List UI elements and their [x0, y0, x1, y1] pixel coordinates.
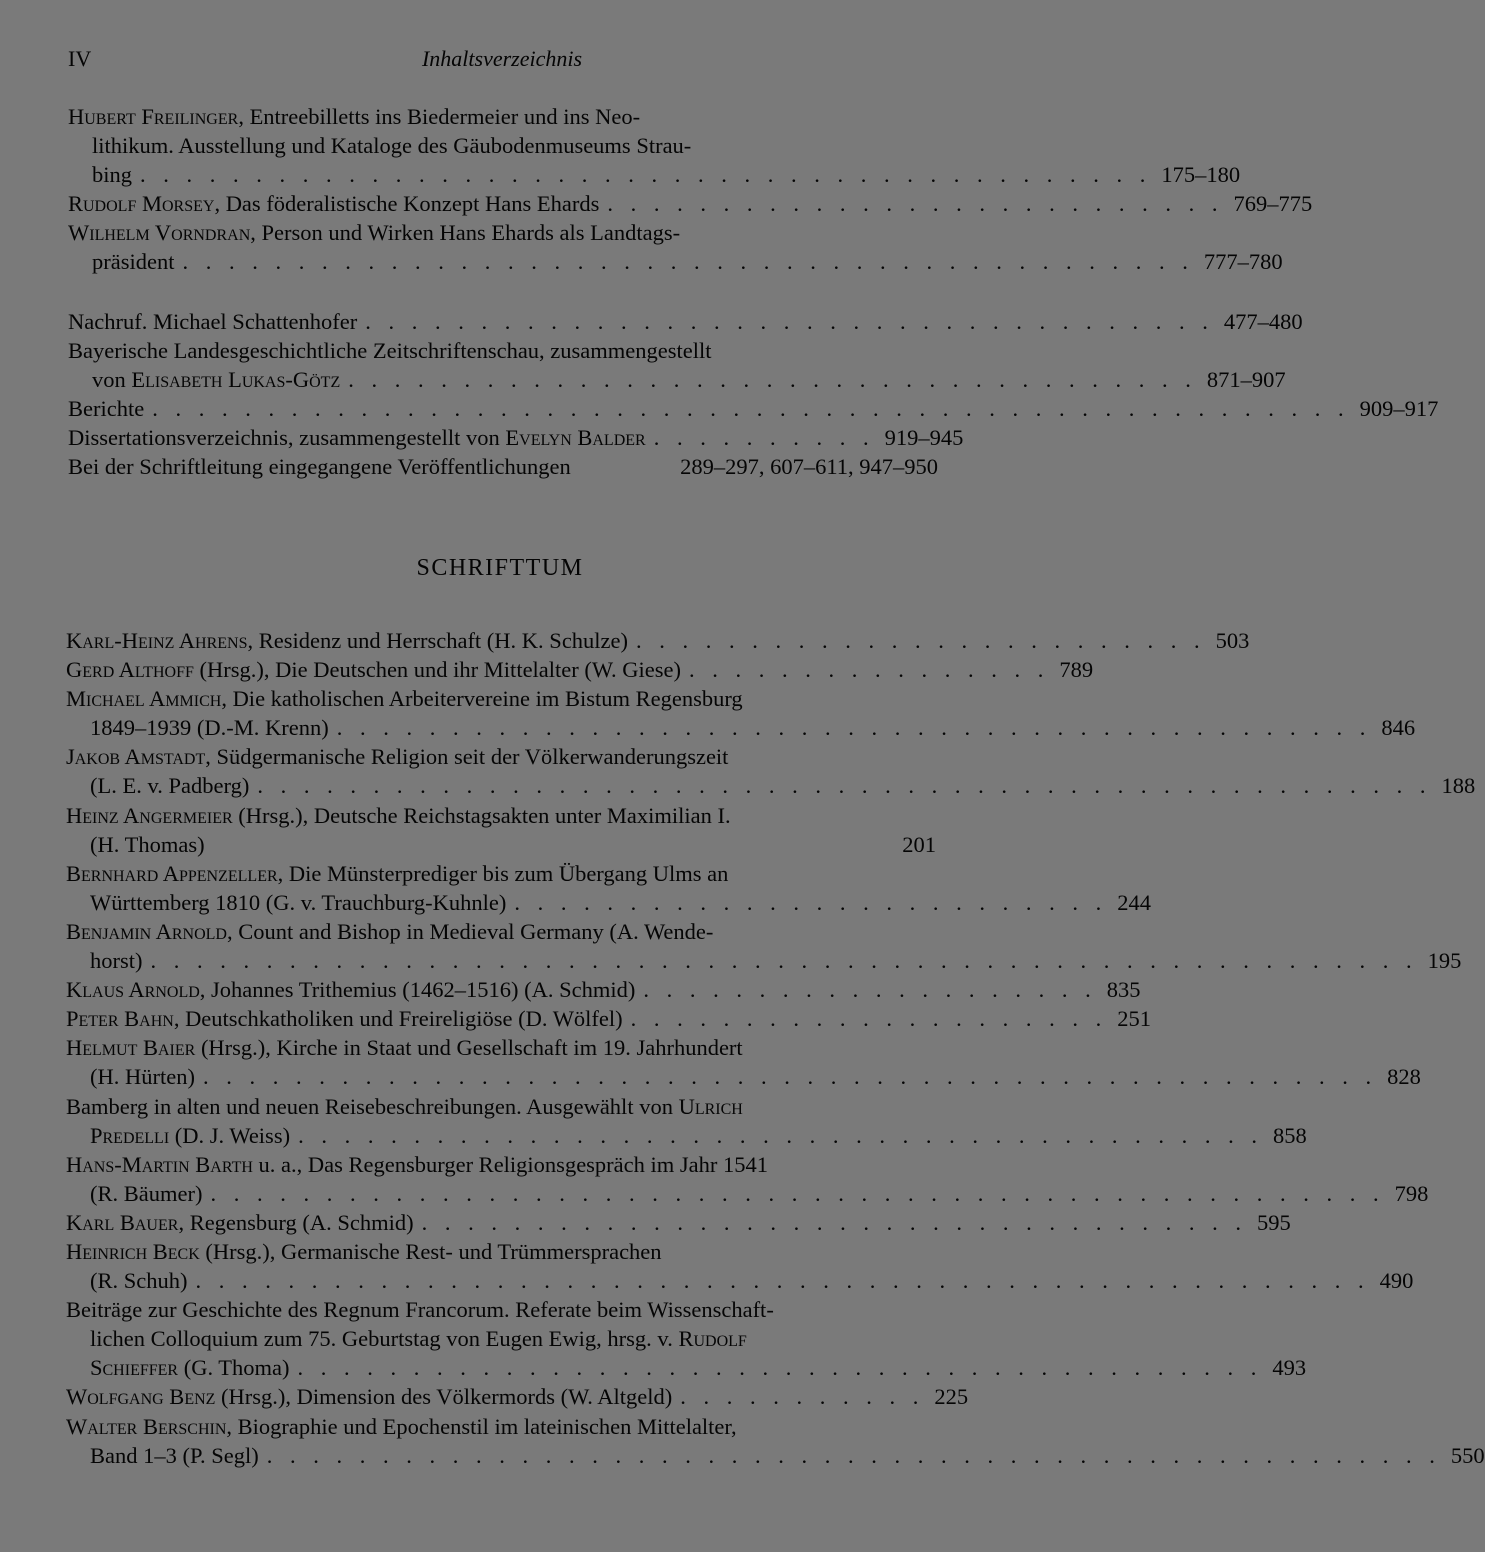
entry-pages: 858 [1272, 1122, 1307, 1148]
list-item [66, 859, 1152, 917]
leader-dots: . . . . . . . . . . . [680, 1384, 925, 1410]
entry-last-line: (D. J. Weiss) [169, 1122, 291, 1148]
list-item [66, 1092, 1307, 1150]
entry-pages: 835 [1106, 977, 1141, 1003]
entry-pages: 789 [1059, 657, 1094, 683]
entry-pages: 289–297, 607–611, 947–950 [680, 454, 938, 479]
entry-title: Bei der Schriftleitung eingegangene Veröffentlichungen [68, 454, 571, 479]
entry-author: Hubert Freilinger [68, 104, 239, 129]
entry-author: Karl-Heinz Ahrens [66, 628, 248, 653]
entry-title: , Person und Wirken Hans Ehards als Landtags- [250, 220, 681, 245]
toc-misc-block [68, 307, 1439, 481]
leader-dots: . . . . . . . . . . . . . . . . . . . . . . . . . . . . . . . . . . . . . . . . . . . . . . . . . . . . . . . [150, 948, 1418, 974]
entry-editor: Schieffer [90, 1355, 179, 1381]
entry-pages: 846 [1381, 715, 1416, 741]
list-item [66, 917, 1462, 975]
entry-last-line: Band 1–3 (P. Segl) [90, 1442, 259, 1468]
entry-title: (Hrsg.), Deutsche Reichstagsakten unter Maximilian I. [232, 802, 731, 828]
entry-last-line: (R. Schuh) [90, 1268, 188, 1294]
entry-title: u. a., Das Regensburger Religionsgespräch im Jahr 1541 [252, 1151, 769, 1177]
leader-dots: . . . . . . . . . . . . . . . . . . . . . . . . . . . . . . . . . . . . . [365, 309, 1214, 334]
entry-title: , Entreebilletts ins Biedermeier und ins Neo- [238, 104, 641, 129]
page-header [68, 42, 936, 76]
leader-dots: . . . . . . . . . . . . . . . . . . . . . . . . . [636, 628, 1206, 653]
toc-entry [68, 189, 1313, 218]
entry-title: , Südgermanische Religion seit der Völkerwanderungszeit [205, 744, 729, 770]
entry-author: Gerd Althoff [66, 657, 194, 683]
entry-pages: 244 [1117, 889, 1152, 915]
leader-dots: . . . . . . . . . . . . . . . . . . . . . . . . . . . . . . . . . . . . . . . . . . . . [140, 162, 1152, 187]
leader-dots: . . . . . . . . . . . . . . . . . . . . . . . . . . . . . . . . . . . . . . . . . . . . . . . . . . . . [152, 396, 1350, 421]
toc-top-block [68, 102, 1313, 276]
leader-dots: . . . . . . . . . . . . . . . . [689, 657, 1050, 683]
entry-last-line: bing [92, 162, 133, 187]
entry-last-line: (R. Bäumer) [90, 1180, 203, 1206]
entry-editor: Rudolf [678, 1326, 747, 1352]
entry-continuation: lichen Colloquium zum 75. Geburtstag von Eugen Ewig, hrsg. v. [90, 1326, 679, 1352]
entry-last-line: Württemberg 1810 (G. v. Trauchburg-Kuhnle) [90, 889, 507, 915]
leader-dots: . . . . . . . . . . . . . . . . . . . . . [630, 1006, 1108, 1032]
toc-entry [68, 423, 964, 452]
entry-author: Hans-Martin Barth [66, 1151, 253, 1177]
entry-last-line: präsident [92, 249, 175, 274]
entry-title: , Residenz und Herrschaft (H. K. Schulze) [247, 628, 629, 653]
leader-dots: . . . . . . . . . . . . . . . . . . . . . . . . . . [514, 889, 1108, 915]
entry-editor: Predelli [90, 1122, 170, 1148]
entry-title: (Hrsg.), Dimension des Völkermords (W. Altgeld) [215, 1384, 673, 1410]
entry-pages: 251 [1117, 1006, 1152, 1032]
entry-last-line: (L. E. v. Padberg) [90, 773, 250, 799]
list-item [66, 742, 1476, 800]
entry-last-line: 1849–1939 (D.-M. Krenn) [90, 715, 329, 741]
entry-author: Walter Berschin [66, 1413, 227, 1439]
entry-editor: Evelyn Balder [505, 425, 646, 450]
leader-dots: . . . . . . . . . . . . . . . . . . . . . . . . . . . . . . . . . . . . . . . . . . [298, 1122, 1263, 1148]
entry-author: Michael Ammich [66, 686, 222, 712]
entry-pages: 188 [1441, 773, 1476, 799]
entry-author: Benjamin Arnold [66, 918, 227, 944]
entry-author: Klaus Arnold [66, 977, 200, 1003]
list-item [66, 801, 936, 859]
list-item [66, 1295, 1307, 1382]
list-item [66, 684, 1416, 742]
entry-title: , Die Münsterprediger bis zum Übergang Ulms an [277, 860, 729, 886]
leader-dots: . . . . . . . . . . . . . . . . . . . . . . . . . . . . . . . . . . . . . . . . . . . . . . . . . . . [210, 1180, 1385, 1206]
leader-dots: . . . . . . . . . . . . . . . . . . . . . . . . . . . . . . . . . . . . . . . . . . . . . . . . . . . [202, 1064, 1378, 1090]
list-item [66, 1033, 1421, 1091]
entry-pages: 195 [1427, 948, 1462, 974]
section-title: SCHRIFTTUM [416, 555, 584, 581]
entry-editor: Elisabeth Lukas-Götz [131, 367, 341, 392]
entry-pages: 493 [1272, 1355, 1307, 1381]
entry-pages: 909–917 [1359, 396, 1439, 421]
entry-title: Bamberg in alten und neuen Reisebeschreibungen. Ausgewählt von [66, 1093, 679, 1119]
entry-pages: 777–780 [1203, 249, 1283, 274]
entry-pages: 828 [1387, 1064, 1421, 1090]
entry-pages: 503 [1215, 628, 1250, 653]
entry-pages: 919–945 [884, 425, 964, 450]
list-item [66, 1237, 1414, 1295]
entry-pages: 871–907 [1206, 367, 1286, 392]
entry-pages: 477–480 [1223, 309, 1303, 334]
entry-prefix: von [92, 367, 132, 392]
toc-entry [68, 102, 1241, 189]
toc-entry [68, 336, 1286, 394]
leader-dots: . . . . . . . . . . . . . . . . . . . . . . . . . . . . . . . . . . . . . . . . . . . . [182, 249, 1194, 274]
leader-dots: . . . . . . . . . . . . . . . . . . . . . . . . . . . . . . . . . . . . . . . . . . . . . . . . . . . [266, 1442, 1441, 1468]
leader-dots: . . . . . . . . . . . . . . . . . . . . . . . . . . . . . . . . . . . . . . . . . . . . . . . . . . . [195, 1268, 1370, 1294]
leader-dots: . . . . . . . . . . . . . . . . . . . . . . . . . . . . . . . . . . . . . . . . . . . . . . . . . . . [257, 773, 1432, 799]
leader-dots: . . . . . . . . . . . . . . . . . . . . . . . . . . . . . . . . . . . . . . . . . . [297, 1355, 1263, 1381]
entry-title: , Count and Bishop in Medieval Germany (A. Wende- [226, 918, 714, 944]
toc-entry [68, 307, 1303, 336]
entry-editor: Ulrich [678, 1093, 743, 1119]
entry-title: , Johannes Trithemius (1462–1516) (A. Schmid) [199, 977, 636, 1003]
running-title: Inhaltsverzeichnis [421, 46, 583, 71]
entry-author: Jakob Amstadt [66, 744, 206, 770]
entry-continuation: lithikum. Ausstellung und Kataloge des Gäubodenmuseums Strau- [92, 133, 692, 158]
list-item [66, 1150, 1429, 1208]
toc-entry [68, 394, 1439, 423]
entry-author: Wilhelm Vorndran [68, 220, 251, 245]
entry-pages: 798 [1394, 1180, 1429, 1206]
leader-dots: . . . . . . . . . . . . . . . . . . . . . . . . . . . . . . . . . . . . [421, 1209, 1247, 1235]
list-item [66, 975, 1141, 1004]
page-number: IV [68, 46, 92, 71]
leader-dots: . . . . . . . . . . . . . . . . . . . . . . . . . . . . . . . . . . . . . . . . . . . . . [336, 715, 1372, 741]
schrifttum-list [66, 626, 1485, 1470]
entry-last-line: (H. Thomas) [90, 831, 205, 857]
entry-title: , Regensburg (A. Schmid) [178, 1209, 414, 1235]
entry-title: Berichte [68, 396, 145, 421]
leader-dots: . . . . . . . . . . . . . . . . . . . . [643, 977, 1097, 1003]
leader-dots: . . . . . . . . . . . . . . . . . . . . . . . . . . . [607, 191, 1224, 216]
entry-pages: 550 [1450, 1442, 1485, 1468]
entry-title: (Hrsg.), Germanische Rest- und Trümmersprachen [199, 1238, 662, 1264]
entry-last-line: (H. Hürten) [90, 1064, 195, 1090]
leader-dots: . . . . . . . . . . [653, 425, 875, 450]
toc-entry [68, 218, 1283, 276]
toc-entry [68, 452, 938, 481]
list-item [66, 1412, 1485, 1470]
list-item [66, 655, 1094, 684]
entry-author: Heinrich Beck [66, 1238, 200, 1264]
entry-author: Rudolf Morsey [68, 191, 215, 216]
entry-last-line: (G. Thoma) [178, 1355, 290, 1381]
entry-pages: 225 [934, 1384, 969, 1410]
entry-author: Bernhard Appenzeller [66, 860, 278, 886]
list-item [66, 1004, 1152, 1033]
entry-author: Peter Bahn [66, 1006, 174, 1032]
entry-title: , Die katholischen Arbeitervereine im Bistum Regensburg [221, 686, 743, 712]
entry-author: Karl Bauer [66, 1209, 179, 1235]
entry-pages: 490 [1379, 1268, 1414, 1294]
entry-title: (Hrsg.), Kirche in Staat und Gesellschaft im 19. Jahrhundert [195, 1035, 743, 1061]
list-item [66, 1208, 1291, 1237]
entry-author: Heinz Angermeier [66, 802, 233, 828]
entry-title: Dissertationsverzeichnis, zusammengestellt von [68, 425, 506, 450]
entry-pages: 201 [902, 831, 936, 857]
leader-dots: . . . . . . . . . . . . . . . . . . . . . . . . . . . . . . . . . . . . . [348, 367, 1197, 392]
list-item [66, 1382, 969, 1411]
entry-title: Beiträge zur Geschichte des Regnum Francorum. Referate beim Wissenschaft- [66, 1297, 774, 1323]
entry-title: Bayerische Landesgeschichtliche Zeitschriftenschau, zusammengestellt [68, 338, 712, 363]
entry-title: , Biographie und Epochenstil im lateinischen Mittelalter, [226, 1413, 737, 1439]
entry-title: , Das föderalistische Konzept Hans Ehards [214, 191, 600, 216]
entry-pages: 595 [1257, 1209, 1291, 1235]
entry-title: , Deutschkatholiken und Freireligiöse (D. Wölfel) [173, 1006, 623, 1032]
entry-pages: 175–180 [1161, 162, 1241, 187]
entry-pages: 769–775 [1233, 191, 1313, 216]
entry-title: (Hrsg.), Die Deutschen und ihr Mittelalter (W. Giese) [193, 657, 682, 683]
entry-author: Helmut Baier [66, 1035, 196, 1061]
list-item [66, 626, 1250, 655]
entry-author: Wolfgang Benz [66, 1384, 216, 1410]
entry-title: Nachruf. Michael Schattenhofer [68, 309, 358, 334]
entry-last-line: horst) [90, 948, 143, 974]
